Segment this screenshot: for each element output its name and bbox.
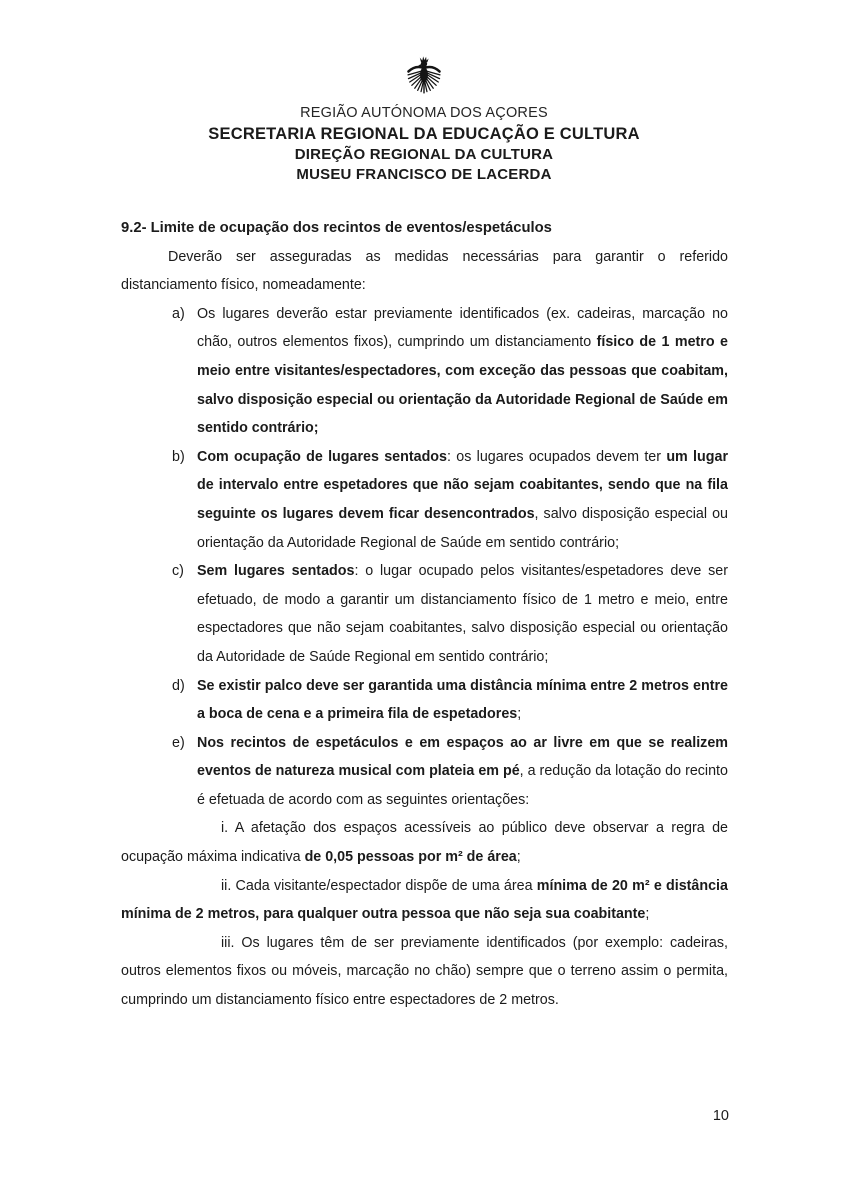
org-museum-name: MUSEU FRANCISCO DE LACERDA xyxy=(296,166,552,183)
list-marker-a: a) xyxy=(172,305,185,322)
sublist-item-iii: iii. Os lugares têm de ser previamente identificados (por exemplo: cadeiras, outros elementos fixos ou móveis, marcação no chão) sempre que o terreno assim o permita, cumprindo um distanciamento físico entre espectadores de 2 metros. xyxy=(121,934,728,1009)
intro-paragraph: Deverão ser asseguradas as medidas necessárias para garantir o referido distanciamento físico, nomeadamente: xyxy=(121,248,728,294)
section-heading: 9.2- Limite de ocupação dos recintos de eventos/espetáculos xyxy=(121,220,552,236)
list-marker-e: e) xyxy=(172,734,185,751)
list-item-b-text: Com ocupação de lugares sentados: os lugares ocupados devem ter um lugar de intervalo entre espetadores que não sejam coabitantes, sendo que na fila seguinte os lugares devem ficar desencontrados, salvo disposição especial ou orientação da Autoridade Regional de Saúde em sentido contrário; xyxy=(197,448,729,551)
list-item-c xyxy=(121,557,728,671)
azores-goshawk-emblem-icon xyxy=(0,52,848,96)
list-marker-b: b) xyxy=(172,448,185,465)
list-item-a xyxy=(121,300,728,443)
list-marker-d: d) xyxy=(172,677,185,694)
sublist-item-i: i. A afetação dos espaços acessíveis ao público deve observar a regra de ocupação máxima indicativa de 0,05 pessoas por m² de área; xyxy=(121,820,728,866)
page-number: 10 xyxy=(712,1108,729,1124)
list-marker-c: c) xyxy=(172,563,184,580)
sublist-item-ii: ii. Cada visitante/espectador dispõe de uma área mínima de 20 m² e distância mínima de 2 metros, para qualquer outra pessoa que não seja sua coabitante; xyxy=(121,877,728,923)
list-item-e xyxy=(121,729,728,815)
list-item-d-text: Se existir palco deve ser garantida uma distância mínima entre 2 metros entre a boca de cena e a primeira fila de espetadores; xyxy=(197,677,728,723)
org-directorate-name: DIREÇÃO REGIONAL DA CULTURA xyxy=(294,146,554,163)
org-region-name: REGIÃO AUTÓNOMA DOS AÇORES xyxy=(300,105,548,121)
org-secretariat-name: SECRETARIA REGIONAL DA EDUCAÇÃO E CULTURA xyxy=(208,125,640,143)
list-item-e-text: Nos recintos de espetáculos e em espaços ao ar livre em que se realizem eventos de natureza musical com plateia em pé, a redução da lotação do recinto é efetuada de acordo com as seguintes orientações: xyxy=(197,734,728,808)
list-item-b xyxy=(121,443,728,557)
list-item-a-text: Os lugares deverão estar previamente identificados (ex. cadeiras, marcação no chão, outros elementos fixos), cumprindo um distanciamento físico de 1 metro e meio entre visitantes/espectadores, com exceção das pessoas que coabitam, salvo disposição especial ou orientação da Autoridade Regional de Saúde em sentido contrário; xyxy=(197,305,728,437)
list-item-d xyxy=(121,672,728,729)
letterhead xyxy=(0,0,848,185)
document-body xyxy=(121,214,728,1015)
list-item-c-text: Sem lugares sentados: o lugar ocupado pelos visitantes/espetadores deve ser efetuado, de modo a garantir um distanciamento físico de 1 metro e meio, entre espectadores que não sejam coabitantes, salvo disposição especial ou orientação da Autoridade de Saúde Regional em sentido contrário; xyxy=(197,563,728,665)
